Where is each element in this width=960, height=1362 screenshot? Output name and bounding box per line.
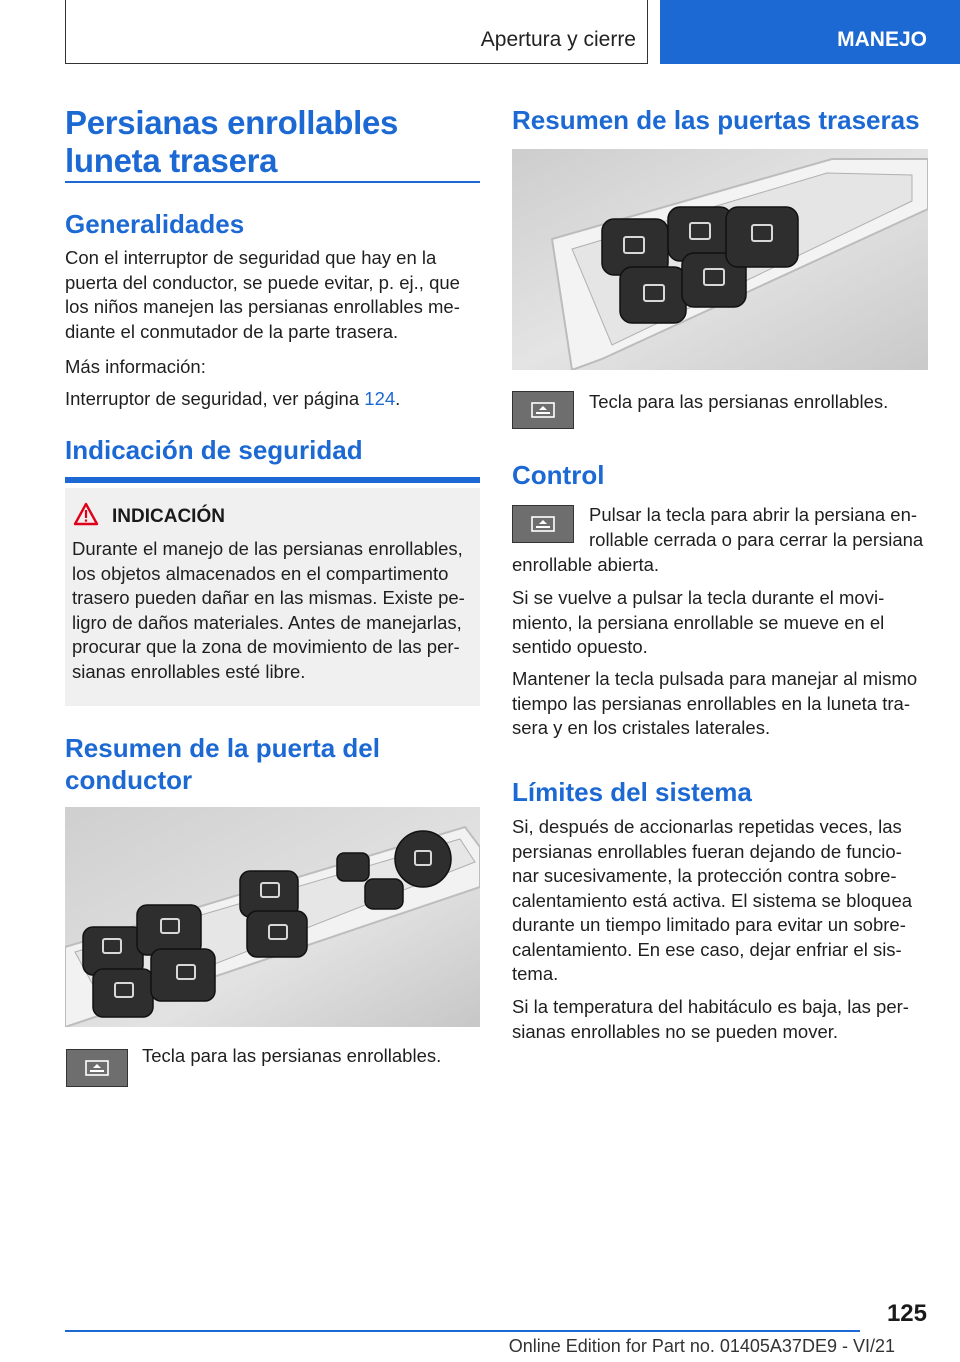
text-line: persianas enrollables fueran dejando de funcio‐ [512,840,902,862]
text-line: sianas enrollables esté libre. [72,660,306,682]
page-title [65,104,398,180]
driver-door-switches-image [65,807,480,1027]
limites-paragraph-1 [512,815,942,987]
text-line: Con el interruptor de seguridad que hay en la [65,247,437,268]
control-text-1b: rollable cerrada o para cerrar la persiana [589,529,924,550]
heading-line-1: Resumen de la puerta del [65,733,380,763]
text-line: calentamiento está activa. El sistema se bloquea [512,889,913,911]
text-line: procurar que la zona de movimiento de las per‐ [72,636,460,657]
header-tab-label: MANEJO [837,28,927,51]
control-paragraph-3 [512,667,942,741]
reference-line [65,387,400,412]
warning-title: INDICACIÓN [112,506,225,527]
heading-limites: Límites del sistema [512,777,752,807]
text-line: tiempo las persianas enrollables en la luneta tra‐ [512,692,910,714]
title-rule [65,181,480,183]
rear-blind-key-icon-2 [512,391,574,429]
heading-line-2: conductor [65,765,193,795]
reference-end: . [395,388,401,409]
text-line: trasero pueden dañar en las mismas. Existe pe‐ [72,587,465,608]
text-line: nar sucesivamente, la protección contra sobre‐ [512,865,897,886]
caption-driver-door: Tecla para las persianas enrollables. [142,1045,442,1066]
text-line: durante un tiempo limitado para evitar un sobre‐ [512,914,906,935]
text-line: tema. [512,963,559,984]
rear-blind-key-icon [66,1049,128,1087]
warning-triangle-icon [73,502,99,526]
text-line: Si, después de accionarlas repetidas veces, las [512,816,902,837]
text-line: calentamiento. En ese caso, dejar enfriar el sis‐ [512,938,902,960]
footer-rule [65,1330,860,1332]
text-line: sianas enrollables no se pueden mover. [512,1020,839,1042]
control-text-1c: enrollable abierta. [512,554,660,575]
caption-rear-door: Tecla para las persianas enrollables. [589,391,889,412]
text-line: puerta del conductor, se puede evitar, p. ej., que [65,271,460,293]
footer-edition: Online Edition for Part no. 01405A37DE9 - VI/21 [508,1336,895,1356]
heading-resumen-traseras: Resumen de las puertas traseras [512,105,920,135]
text-line: diante el conmutador de la parte trasera. [65,320,399,342]
text-line: sera y en los cristales laterales. [512,717,771,738]
heading-resumen-conductor [65,732,380,796]
page-number: 125 [886,1300,927,1327]
heading-seguridad: Indicación de seguridad [65,435,363,465]
text-line: Durante el manejo de las persianas enrollables, [72,538,463,559]
rear-blind-key-icon-3 [512,505,574,543]
page-reference-link[interactable]: 124 [364,388,396,409]
page-title-line-2: luneta trasera [65,142,278,179]
text-line: los niños manejen las persianas enrollables me‐ [65,296,460,317]
heading-control: Control [512,460,605,490]
text-line: Si se vuelve a pulsar la tecla durante el movi‐ [512,587,885,608]
paragraph-generalidades [65,246,485,344]
text-line: Mantener la tecla pulsada para manejar al mismo [512,668,918,689]
control-text-1a: Pulsar la tecla para abrir la persiana en‐ [589,504,918,525]
text-line: sentido opuesto. [512,636,648,657]
safety-rule [65,477,480,483]
rear-door-switches-image [512,149,928,370]
more-info-label: Más información: [65,356,206,377]
heading-generalidades: Generalidades [65,209,245,239]
text-line: Si la temperatura del habitáculo es baja, las per‐ [512,996,909,1017]
header-section-title: Apertura y cierre [480,28,636,51]
page-title-line-1: Persianas enrollables [65,104,399,141]
reference-text: Interruptor de seguridad, ver página [65,388,365,409]
text-line: miento, la persiana enrollable se mueve en el [512,611,885,633]
control-paragraph-2 [512,586,932,660]
text-line: ligro de daños materiales. Antes de manejarlas, [72,611,462,633]
blind-key-symbol-icon [84,1059,110,1077]
text-line: los objetos almacenados en el compartimento [72,562,449,584]
header-tab-manejo[interactable] [660,0,960,64]
warning-text [72,537,477,684]
blind-key-symbol-icon [530,515,556,533]
limites-paragraph-2 [512,995,942,1044]
blind-key-symbol-icon [530,401,556,419]
